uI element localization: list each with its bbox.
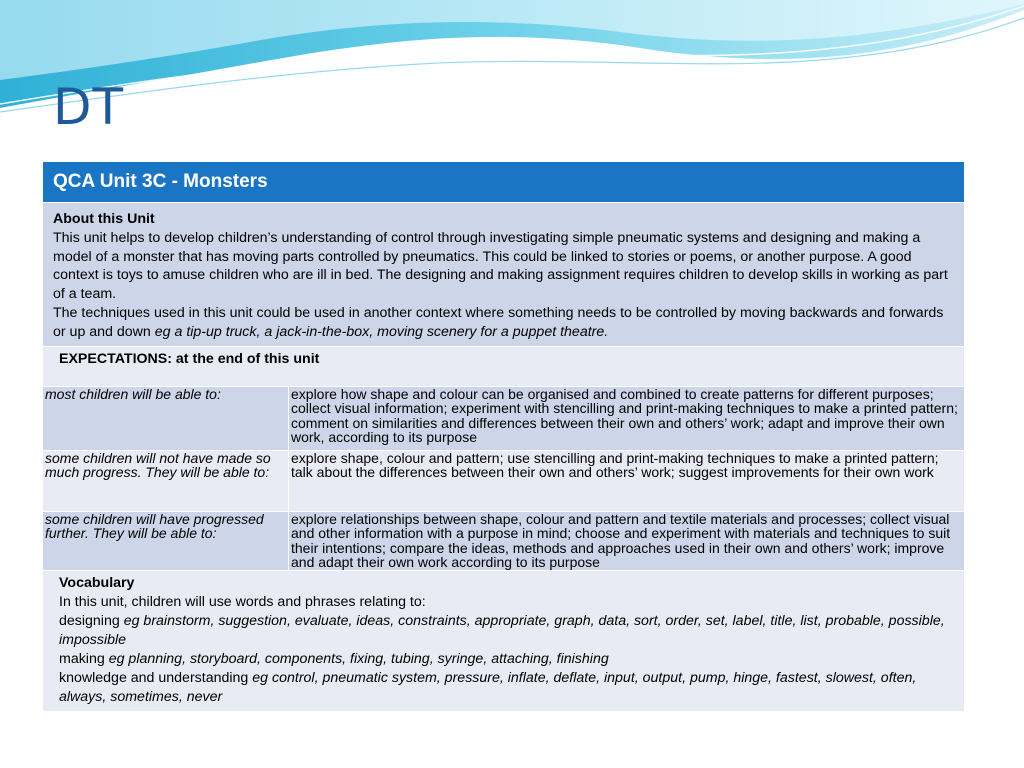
- expectation-label: some children will not have made so much progress. They will be able to:: [43, 450, 289, 511]
- vocabulary-term: designing: [59, 612, 120, 629]
- vocabulary-words: eg control, pneumatic system, pressure, inflate, deflate, input, output, pump, hinge, fastest, slowest, often, always, sometimes, never: [59, 669, 917, 705]
- vocabulary-row: [43, 570, 965, 711]
- vocabulary-cell: [43, 570, 965, 711]
- unit-table: [42, 161, 965, 712]
- about-paragraph-2: [53, 304, 954, 342]
- unit-header: QCA Unit 3C - Monsters: [43, 162, 965, 203]
- vocabulary-item: [59, 612, 948, 650]
- about-row: [43, 203, 965, 347]
- vocabulary-term: making: [59, 650, 105, 667]
- table-row: [43, 511, 965, 570]
- vocabulary-item: [59, 669, 948, 707]
- vocabulary-words: eg planning, storyboard, components, fixing, tubing, syringe, attaching, finishing: [108, 650, 609, 667]
- table-row: [43, 386, 965, 450]
- vocabulary-intro: In this unit, children will use words and phrases relating to:: [59, 593, 426, 610]
- about-paragraph-2-text: The techniques used in this unit could be used in another context where something needs to be controlled by moving backwards and forwards or up and down: [53, 304, 944, 340]
- expectations-heading: EXPECTATIONS: at the end of this unit: [43, 346, 965, 386]
- expectation-label: some children will have progressed further. They will be able to:: [43, 511, 289, 570]
- about-paragraph-2-examples: eg a tip-up truck, a jack-in-the-box, moving scenery for a puppet theatre.: [154, 323, 609, 340]
- slide-title: DT: [53, 78, 125, 136]
- vocabulary-words: eg brainstorm, suggestion, evaluate, ideas, constraints, appropriate, graph, data, sort, order, set, label, title, list, probable, possible, impossible: [59, 612, 945, 648]
- expectation-text: explore relationships between shape, colour and pattern and textile materials and processes; collect visual and other information with a purpose in mind; choose and experiment with materials and techniques to suit their intentions; compare the ideas, methods and approaches used in their own and others’ work; improve and adapt their own work according to its purpose: [289, 511, 965, 570]
- expectation-text: explore shape, colour and pattern; use stencilling and print-making techniques to make a printed pattern; talk about the differences between their own and others’ work; suggest improvements for their own work: [289, 450, 965, 511]
- expectations-heading-row: [43, 346, 965, 386]
- table-header-row: [43, 162, 965, 203]
- about-heading: About this Unit: [53, 211, 155, 227]
- table-row: [43, 450, 965, 511]
- expectation-label: most children will be able to:: [43, 386, 289, 450]
- vocabulary-item: [59, 650, 948, 669]
- decorative-wave-banner: [0, 0, 1024, 130]
- vocabulary-term: knowledge and understanding: [59, 669, 249, 686]
- expectation-text: explore how shape and colour can be organised and combined to create patterns for different purposes; collect visual information; experiment with stencilling and print-making techniques to make a printed pattern; comment on similarities and differences between their own and others’ work; adapt and improve their own work, according to its purpose: [289, 386, 965, 450]
- vocabulary-heading: Vocabulary: [59, 574, 135, 591]
- about-cell: [43, 203, 965, 347]
- about-paragraph-1: This unit helps to develop children’s understanding of control through investigating simple pneumatic systems and designing and making a model of a monster that has moving parts controlled by pneumatics. This could be linked to stories or poems, or another purpose. A good context is toys to amuse children who are ill in bed. The designing and making assignment requires children to develop skills in working as part of a team.: [53, 229, 948, 303]
